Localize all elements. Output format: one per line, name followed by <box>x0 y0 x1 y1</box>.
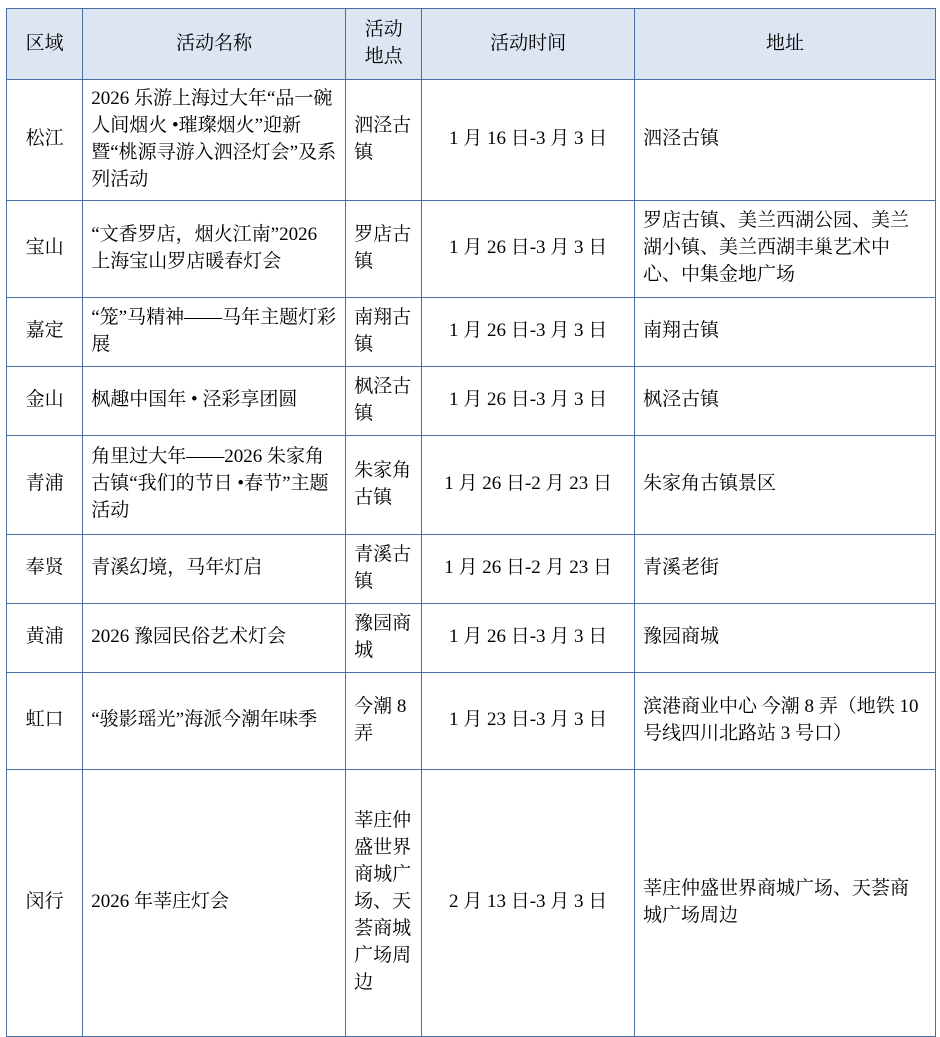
cell-activity-place: 枫泾古镇 <box>346 366 422 435</box>
column-header-activity-time: 活动时间 <box>422 9 635 80</box>
cell-activity-time: 1 月 26 日-2 月 23 日 <box>422 534 635 603</box>
cell-activity-name: 2026 豫园民俗艺术灯会 <box>83 603 346 672</box>
cell-activity-place: 朱家角古镇 <box>346 435 422 534</box>
cell-activity-name: 2026 乐游上海过大年“品一碗人间烟火 •璀璨烟火”迎新暨“桃源寻游入泗泾灯会”及系列活动 <box>83 80 346 201</box>
cell-address: 滨港商业中心 今潮 8 弄（地铁 10 号线四川北路站 3 号口） <box>634 672 935 769</box>
cell-activity-name: “骏影瑶光”海派今潮年味季 <box>83 672 346 769</box>
cell-region: 青浦 <box>7 435 83 534</box>
table-row <box>7 672 936 769</box>
cell-address: 莘庄仲盛世界商城广场、天荟商城广场周边 <box>634 769 935 1036</box>
table-row <box>7 603 936 672</box>
column-header-region: 区域 <box>7 9 83 80</box>
cell-address: 泗泾古镇 <box>634 80 935 201</box>
cell-region: 奉贤 <box>7 534 83 603</box>
cell-activity-name: 青溪幻境，马年灯启 <box>83 534 346 603</box>
column-header-activity-place-line1: 活动 <box>364 19 403 41</box>
column-header-address: 地址 <box>634 9 935 80</box>
cell-region: 虹口 <box>7 672 83 769</box>
cell-activity-place: 罗店古镇 <box>346 200 422 297</box>
cell-activity-time: 1 月 26 日-2 月 23 日 <box>422 435 635 534</box>
table-row <box>7 435 936 534</box>
cell-activity-time: 1 月 26 日-3 月 3 日 <box>422 603 635 672</box>
cell-address: 枫泾古镇 <box>634 366 935 435</box>
cell-region: 宝山 <box>7 200 83 297</box>
cell-region: 松江 <box>7 80 83 201</box>
cell-region: 嘉定 <box>7 297 83 366</box>
table-row <box>7 200 936 297</box>
cell-address: 豫园商城 <box>634 603 935 672</box>
table-header-row <box>7 9 936 80</box>
cell-activity-time: 1 月 16 日-3 月 3 日 <box>422 80 635 201</box>
column-header-activity-name: 活动名称 <box>83 9 346 80</box>
table-row <box>7 769 936 1036</box>
cell-activity-name: 枫趣中国年 • 泾彩享团圆 <box>83 366 346 435</box>
table-row <box>7 366 936 435</box>
cell-activity-place: 莘庄仲盛世界商城广场、天荟商城广场周边 <box>346 769 422 1036</box>
cell-activity-name: 2026 年莘庄灯会 <box>83 769 346 1036</box>
column-header-activity-place <box>346 9 422 80</box>
cell-activity-name: 角里过大年——2026 朱家角古镇“我们的节日 •春节”主题活动 <box>83 435 346 534</box>
cell-activity-place: 南翔古镇 <box>346 297 422 366</box>
table-row <box>7 80 936 201</box>
cell-activity-name: “笼”马精神——马年主题灯彩展 <box>83 297 346 366</box>
cell-activity-time: 1 月 26 日-3 月 3 日 <box>422 366 635 435</box>
table-row <box>7 297 936 366</box>
cell-region: 闵行 <box>7 769 83 1036</box>
cell-activity-place: 青溪古镇 <box>346 534 422 603</box>
cell-activity-time: 2 月 13 日-3 月 3 日 <box>422 769 635 1036</box>
cell-activity-time: 1 月 26 日-3 月 3 日 <box>422 200 635 297</box>
column-header-activity-place-line2: 地点 <box>364 46 403 67</box>
cell-address: 青溪老街 <box>634 534 935 603</box>
cell-address: 南翔古镇 <box>634 297 935 366</box>
cell-address: 罗店古镇、美兰西湖公园、美兰湖小镇、美兰西湖丰巢艺术中心、中集金地广场 <box>634 200 935 297</box>
cell-activity-name: “文香罗店，烟火江南”2026 上海宝山罗店暖春灯会 <box>83 200 346 297</box>
cell-activity-place: 今潮 8 弄 <box>346 672 422 769</box>
events-table <box>6 8 936 1037</box>
table-row <box>7 534 936 603</box>
cell-activity-place: 豫园商城 <box>346 603 422 672</box>
cell-activity-time: 1 月 23 日-3 月 3 日 <box>422 672 635 769</box>
cell-address: 朱家角古镇景区 <box>634 435 935 534</box>
cell-activity-place: 泗泾古镇 <box>346 80 422 201</box>
cell-activity-time: 1 月 26 日-3 月 3 日 <box>422 297 635 366</box>
cell-region: 黄浦 <box>7 603 83 672</box>
cell-region: 金山 <box>7 366 83 435</box>
